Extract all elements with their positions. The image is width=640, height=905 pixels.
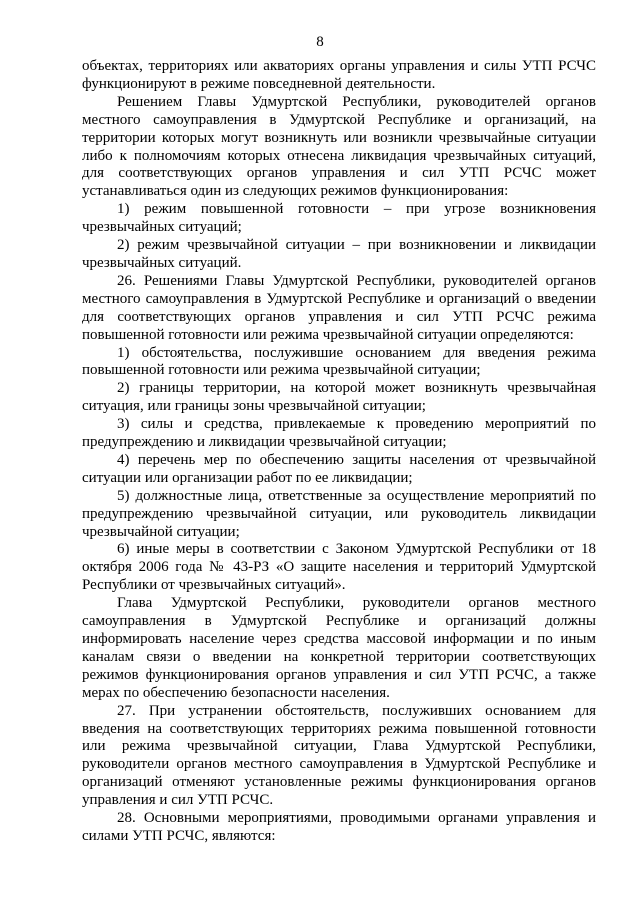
clause-26: 26. Решениями Главы Удмуртской Республики, руководителей органов местного самоуправления в Удмуртской Республике и организаций о введении для соответствующих органов управления и сил УТП РСЧС режима повышенной готовности или режима чрезвычайной ситуации определяются: xyxy=(82,272,596,343)
list-item-emergency-regime: 2) режим чрезвычайной ситуации – при возникновении и ликвидации чрезвычайных ситуаций. xyxy=(82,237,596,271)
paragraph-continuation: объектах, территориях или акваториях органы управления и силы УТП РСЧС функционируют в режиме повседневной деятельности. xyxy=(82,58,596,92)
list-item-boundaries: 2) границы территории, на которой может возникнуть чрезвычайная ситуация, или границы зоны чрезвычайной ситуации; xyxy=(82,380,596,415)
list-item-other-measures: 6) иные меры в соответствии с Законом Удмуртской Республики от 18 октября 2006 года № 43-РЗ «О защите населения и территорий Удмуртской Республики от чрезвычайных ситуаций». xyxy=(82,541,596,594)
document-body xyxy=(82,58,596,846)
list-item-forces: 3) силы и средства, привлекаемые к проведению мероприятий по предупреждению и ликвидации чрезвычайной ситуации; xyxy=(82,416,596,451)
list-item-officials: 5) должностные лица, ответственные за осуществление мероприятий по предупреждению чрезвычайной ситуации, или руководитель ликвидации чрезвычайной ситуации; xyxy=(82,487,596,540)
list-item-protection-measures: 4) перечень мер по обеспечению защиты населения от чрезвычайной ситуации или организации работ по ее ликвидации; xyxy=(82,451,596,486)
clause-28: 28. Основными мероприятиями, проводимыми органами управления и силами УТП РСЧС, являются: xyxy=(82,810,596,844)
page-number: 8 xyxy=(316,34,324,50)
clause-27: 27. При устранении обстоятельств, послуживших основанием для введения на соответствующих территориях режима повышенной готовности или режима чрезвычайной ситуации, Глава Удмуртской Республики, руководители органов местного самоуправления в Удмуртской Республике и организаций отменяют установленные режимы функционирования органов управления и сил УТП РСЧС. xyxy=(82,702,596,809)
paragraph-regimes-intro: Решением Главы Удмуртской Республики, руководителей органов местного самоуправления в Удмуртской Республике и организаций, на территории которых могут возникнуть или возникли чрезвычайные ситуации либо к полномочиям которых отнесена ликвидация чрезвычайных ситуаций, для соответствующих органов управления и сил УТП РСЧС может устанавливаться один из следующих режимов функционирования: xyxy=(82,93,596,200)
paragraph-informing-population: Глава Удмуртской Республики, руководители органов местного самоуправления в Удмуртской Республике и организаций должны информировать население через средства массовой информации и по иным каналам связи о введении на конкретной территории соответствующих режимов функционирования органов управления и сил УТП РСЧС, а также мерах по обеспечению безопасности населения. xyxy=(82,595,596,701)
list-item-circumstances: 1) обстоятельства, послужившие основанием для введения режима повышенной готовности или режима чрезвычайной ситуации; xyxy=(82,344,596,379)
list-item-high-readiness: 1) режим повышенной готовности – при угрозе возникновения чрезвычайных ситуаций; xyxy=(82,201,596,236)
